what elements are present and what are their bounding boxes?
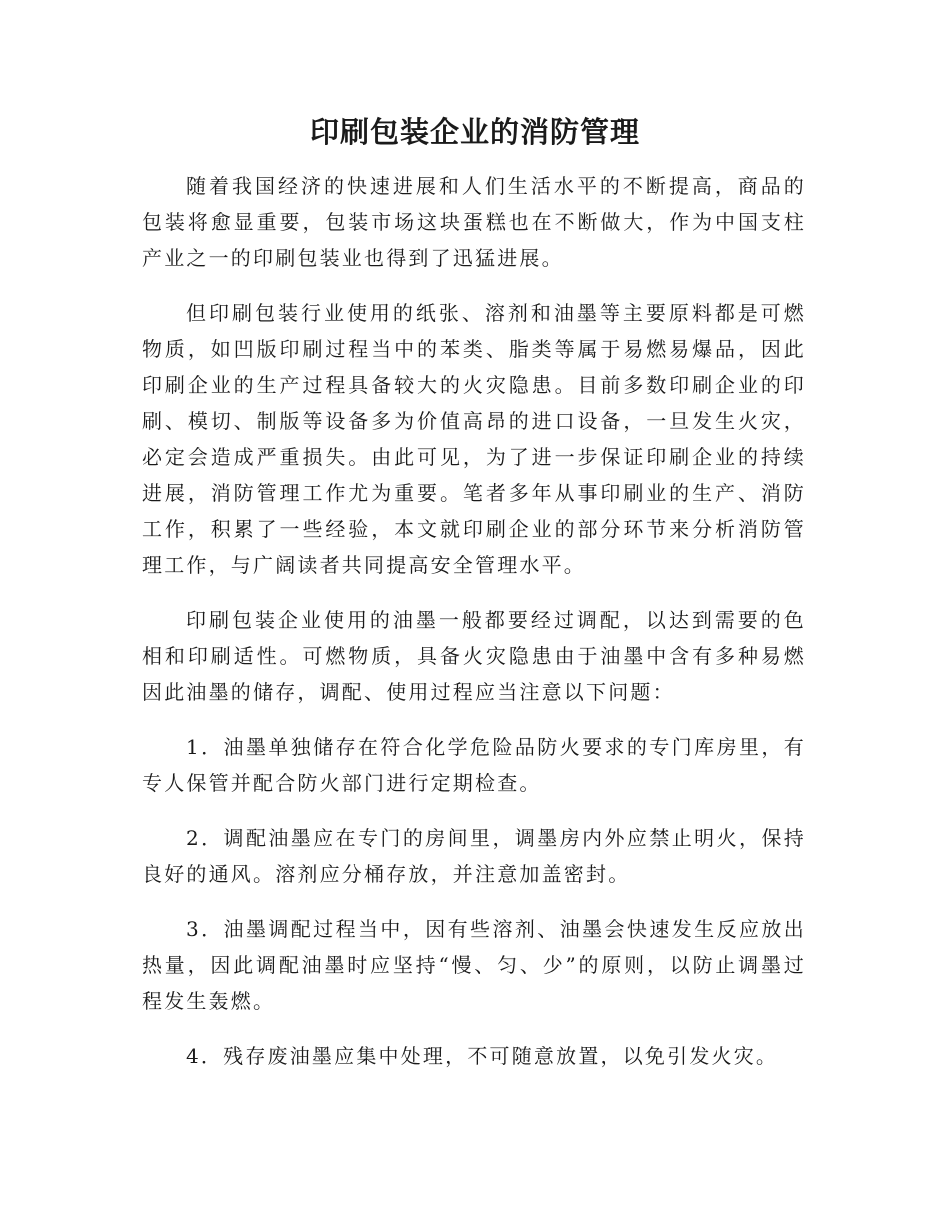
list-item-3: 3．油墨调配过程当中，因有些溶剂、油墨会快速发生反应放出热量，因此调配油墨时应坚持“慢、匀、少”的原则，以防止调墨过程发生轰燃。 [142, 917, 806, 1013]
list-item-4: 4．残存废油墨应集中处理，不可随意放置，以免引发火灾。 [186, 1044, 779, 1068]
document-body [142, 168, 806, 1093]
list-item-2: 2．调配油墨应在专门的房间里，调墨房内外应禁止明火，保持良好的通风。溶剂应分桶存放，并注意加盖密封。 [142, 826, 806, 886]
paragraph-ink-handling: 印刷包装企业使用的油墨一般都要经过调配，以达到需要的色相和印刷适性。可燃物质，具备火灾隐患由于油墨中含有多种易燃因此油墨的储存，调配、使用过程应当注意以下问题： [142, 608, 806, 704]
paragraph-fire-hazard: 但印刷包装行业使用的纸张、溶剂和油墨等主要原料都是可燃物质，如凹版印刷过程当中的苯类、脂类等属于易燃易爆品，因此印刷企业的生产过程具备较大的火灾隐患。目前多数印刷企业的印刷、模切、制版等设备多为价值高昂的进口设备，一旦发生火灾，必定会造成严重损失。由此可见，为了进一步保证印刷企业的持续进展，消防管理工作尤为重要。笔者多年从事印刷业的生产、消防工作，积累了一些经验，本文就印刷企业的部分环节来分析消防管理工作，与广阔读者共同提高安全管理水平。 [142, 301, 806, 577]
paragraph-intro: 随着我国经济的快速进展和人们生活水平的不断提高，商品的包装将愈显重要，包装市场这块蛋糕也在不断做大，作为中国支柱产业之一的印刷包装业也得到了迅猛进展。 [142, 174, 806, 270]
document-title: 印刷包装企业的消防管理 [309, 115, 640, 149]
list-item-1: 1．油墨单独储存在符合化学危险品防火要求的专门库房里，有专人保管并配合防火部门进行定期检查。 [142, 735, 806, 795]
